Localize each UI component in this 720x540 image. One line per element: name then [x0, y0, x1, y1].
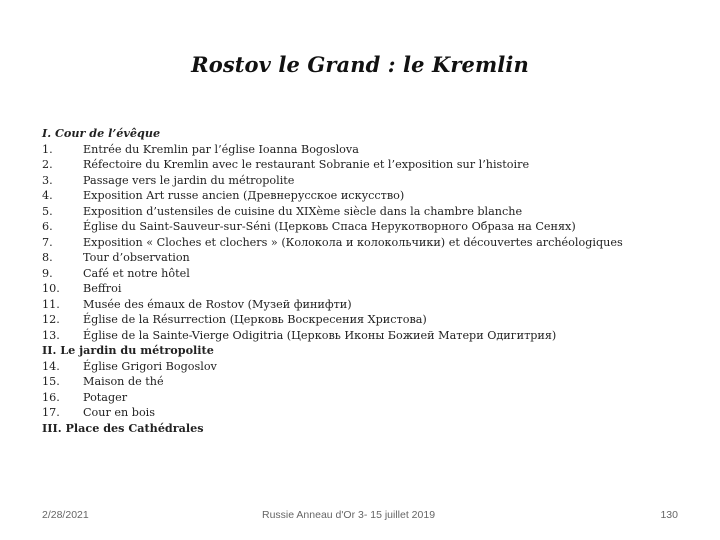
item-text: Exposition « Cloches et clochers » (Колокола и колокольчики) et découvertes archéologiques — [83, 235, 623, 249]
slide-title: Rostov le Grand : le Kremlin — [191, 52, 529, 77]
item-number: 16. — [42, 390, 60, 404]
list-item — [42, 374, 702, 390]
item-number: 14. — [42, 359, 60, 373]
item-number: 17. — [42, 406, 60, 419]
item-number: 3. — [42, 173, 53, 187]
footer-date: 2/28/2021 — [42, 509, 89, 521]
list-item — [42, 188, 702, 204]
item-text: Réfectoire du Kremlin avec le restaurant Sobranie et l’exposition sur l’histoire — [83, 158, 530, 171]
list-item — [42, 312, 702, 328]
list-item — [42, 250, 702, 266]
item-number: 9. — [42, 266, 53, 280]
item-text: Exposition d’ustensiles de cuisine du XIXème siècle dans la chambre blanche — [83, 204, 523, 218]
section-heading: II. Le jardin du métropolite — [42, 343, 214, 357]
list-item — [42, 297, 702, 313]
item-number: 8. — [42, 251, 53, 264]
slide-body — [42, 126, 702, 436]
list-item — [42, 390, 702, 406]
list-item — [42, 235, 702, 251]
item-number: 11. — [42, 297, 60, 311]
item-number: 10. — [42, 282, 60, 295]
list-item — [42, 281, 702, 297]
item-number: 7. — [42, 235, 53, 249]
item-text: Maison de thé — [83, 375, 164, 388]
item-text: Café et notre hôtel — [83, 266, 190, 280]
list-item — [42, 204, 702, 220]
page-number: 130 — [660, 509, 678, 521]
item-text: Passage vers le jardin du métropolite — [83, 173, 295, 187]
item-number: 15. — [42, 375, 60, 388]
item-text: Église du Saint-Sauveur-sur-Séni (Церковь Спаса Нерукотворного Образа на Сенях) — [83, 220, 576, 233]
item-text: Exposition Art russe ancien (Древнерусское искусство) — [83, 189, 405, 202]
item-text: Entrée du Kremlin par l’église Ioanna Bogoslova — [83, 142, 359, 156]
section-heading: III. Place des Cathédrales — [42, 420, 204, 435]
item-number: 13. — [42, 328, 60, 342]
item-text: Potager — [83, 390, 128, 404]
list-item — [42, 328, 702, 344]
item-number: 4. — [42, 189, 53, 202]
item-number: 2. — [42, 158, 53, 171]
item-text: Église de la Résurrection (Церковь Воскресения Христова) — [83, 313, 427, 326]
item-number: 6. — [42, 220, 53, 233]
item-text: Musée des émaux de Rostov (Музей финифти) — [83, 297, 352, 311]
item-number: 1. — [42, 142, 53, 156]
list-item — [42, 173, 702, 189]
footer-text: Russie Anneau d'Or 3- 15 juillet 2019 — [262, 509, 436, 521]
item-text: Église Grigori Bogoslov — [83, 359, 217, 373]
item-text: Église de la Sainte-Vierge Odigitria (Церковь Иконы Божией Матери Одигитрия) — [83, 328, 557, 342]
list-item — [42, 219, 702, 235]
item-text: Tour d’observation — [83, 251, 190, 264]
list-item — [42, 405, 702, 421]
list-item — [42, 157, 702, 173]
list-item — [42, 266, 702, 282]
item-text: Cour en bois — [83, 406, 156, 419]
list-item — [42, 359, 702, 375]
section-heading: I. Cour de l’évêque — [42, 126, 161, 140]
item-text: Beffroi — [83, 282, 122, 295]
list-item — [42, 142, 702, 158]
item-number: 5. — [42, 204, 53, 218]
item-number: 12. — [42, 313, 60, 326]
